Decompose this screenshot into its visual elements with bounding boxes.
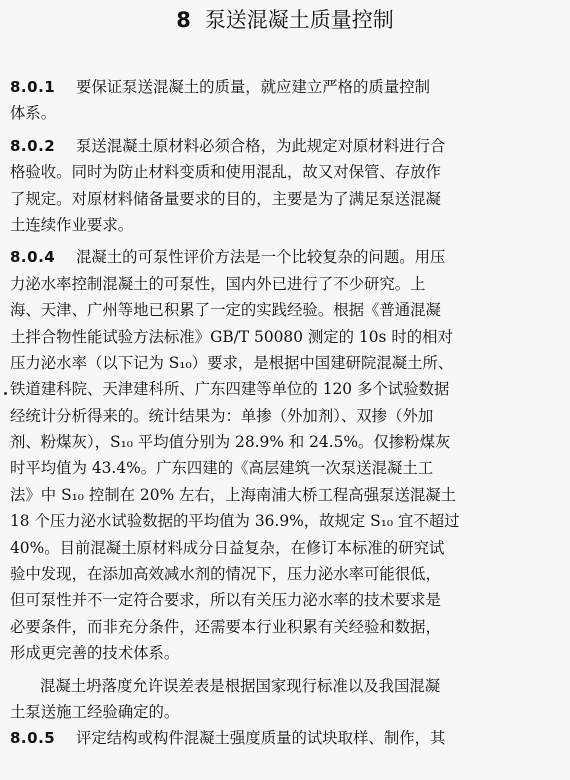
line-text: 体系。 — [10, 104, 57, 123]
chapter-heading — [0, 8, 570, 32]
line-text: 泵送混凝土原材料必须合格，为此规定对原材料进行合 — [76, 136, 446, 155]
paragraph-line — [10, 403, 558, 429]
line-text: 力泌水率控制混凝土的可泵性，国内外已进行了不少研究。上 — [10, 274, 426, 293]
line-text: 海、天津、广州等地已积累了一定的实践经验。根据《普通混凝 — [10, 301, 441, 320]
paragraph-line — [10, 561, 558, 587]
paragraph-line — [10, 535, 558, 561]
paragraph-line — [10, 640, 558, 666]
paragraph-line — [10, 376, 558, 402]
line-text: 形成更完善的技术体系。 — [10, 644, 180, 663]
line-text: 40%。目前混凝土原材料成分日益复杂，在修订本标准的研究试 — [10, 538, 445, 557]
paragraph-line — [10, 100, 558, 126]
line-text: 时平均值为 43.4%。广东四建的《高层建筑一次泵送混凝土工 — [10, 459, 434, 478]
paragraph-line — [10, 455, 558, 481]
line-text: 土拌合物性能试验方法标准》GB/T 50080 测定的 10s 时的相对 — [10, 327, 453, 346]
paragraph-line — [10, 159, 558, 185]
paragraph-line — [10, 482, 558, 508]
paragraph-line — [10, 429, 558, 455]
line-text: 要保证泵送混凝土的质量，就应建立严格的质量控制 — [76, 78, 430, 96]
line-text: 格验收。同时为防止材料变质和使用混乱，故又对保管、存放作 — [10, 163, 441, 182]
line-text: 混凝土坍落度允许误差表是根据国家现行标准以及我国混凝 — [40, 676, 441, 695]
chapter-number: 8 — [176, 8, 191, 32]
clause-number: 8.0.5 — [10, 729, 56, 748]
line-text: 评定结构或构件混凝土强度质量的试块取样、制作，其 — [76, 729, 446, 748]
paragraph-line — [10, 508, 558, 534]
paragraph-line — [10, 186, 558, 212]
paragraph-line — [10, 350, 558, 376]
line-text: 土泵送施工经验确定的。 — [10, 702, 180, 721]
line-text: 剂、粉煤灰），S₁₀ 平均值分别为 28.9% 和 24.5%。仅掺粉煤灰 — [10, 433, 451, 452]
line-text: 压力泌水率（以下记为 S₁₀）要求，是根据中国建研院混凝土所、 — [10, 353, 454, 372]
paragraph-line — [10, 587, 558, 613]
line-text: 混凝土的可泵性评价方法是一个比较复杂的问题。用压 — [76, 248, 446, 267]
paragraph-line — [10, 324, 558, 350]
paragraph-line — [10, 271, 558, 297]
line-text: 经统计分析得来的。统计结果为：单掺（外加剂）、双掺（外加 — [10, 406, 434, 425]
line-text: 验中发现，在添加高效减水剂的情况下，压力泌水率可能很低， — [10, 565, 441, 584]
clause-number: 8.0.4 — [10, 248, 56, 267]
line-text: 了规定。对原材料储备量要求的目的，主要是为了满足泵送混凝 — [10, 189, 441, 208]
line-text: 法》中 S₁₀ 控制在 20% 左右，上海南浦大桥工程高强泵送混凝土 — [10, 485, 457, 504]
line-text: 18 个压力泌水试验数据的平均值为 36.9%，故规定 S₁₀ 宜不超过 — [10, 512, 460, 531]
body-text — [10, 74, 558, 752]
chapter-title: 泵送混凝土质量控制 — [204, 8, 394, 32]
paragraph-line — [10, 297, 558, 323]
line-text: 土连续作业要求。 — [10, 215, 134, 234]
paragraph-line — [10, 133, 558, 159]
line-text: 铁道建科院、天津建科所、广东四建等单位的 120 多个试验数据 — [10, 380, 450, 399]
scan-speck — [4, 392, 7, 395]
line-text: 但可泵性并不一定符合要求，所以有关压力泌水率的技术要求是 — [10, 591, 441, 610]
paragraph-line — [10, 673, 558, 699]
clause-number: 8.0.2 — [10, 136, 56, 155]
clause-number: 8.0.1 — [10, 78, 56, 96]
paragraph-line — [10, 212, 558, 238]
paragraph-line — [10, 725, 558, 751]
paragraph-line — [10, 244, 558, 270]
line-text: 必要条件，而非充分条件，还需要本行业积累有关经验和数据， — [10, 617, 441, 636]
paragraph-line — [10, 699, 558, 725]
paragraph-line — [10, 614, 558, 640]
paragraph-line — [10, 74, 558, 100]
